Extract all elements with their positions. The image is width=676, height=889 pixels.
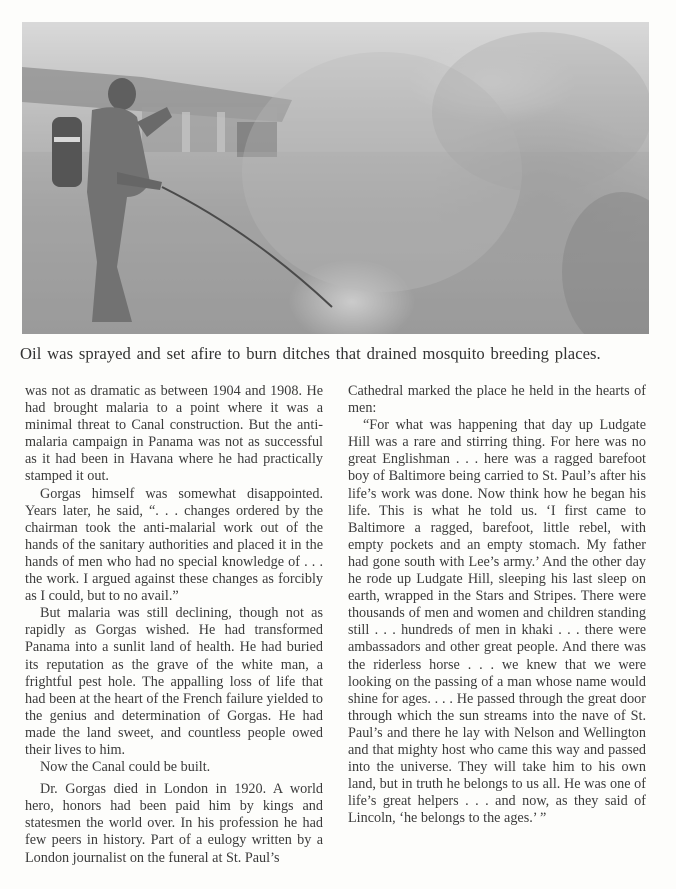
paragraph: Now the Canal could be built. bbox=[40, 759, 211, 776]
paragraph: Dr. Gorgas died in London in 1920. A world hero, honors had been paid him by kings and statesmen the world over. In his profession he had few peers in history. Part of a eulogy written by a London journalist on the funeral at St. Paul’s bbox=[25, 781, 323, 866]
photo-caption: Oil was sprayed and set afire to burn ditches that drained mosquito breeding places. bbox=[20, 344, 601, 363]
sprayer-tank bbox=[52, 117, 82, 187]
right-column bbox=[348, 383, 646, 827]
paragraph: was not as dramatic as between 1904 and 1908. He had brought malaria to a point where it was a minimal threat to Canal construction. But the anti-malaria campaign in Panama was not as successful as it had been in Havana where he had practically stamped it out. bbox=[25, 383, 323, 485]
photo-oil-spraying bbox=[22, 22, 649, 334]
paragraph: But malaria was still declining, though not as rapidly as Gorgas wished. He had transformed Panama into a sunlit land of health. He had buried its reputation as the grave of the white man, a frightful pest hole. The appalling loss of life that had been at the heart of the French failure yielded to the genius and determination of Gorgas. He had made the land sweet, and countless people owed their lives to him. bbox=[25, 605, 323, 758]
left-column bbox=[25, 383, 323, 867]
eulogy-quote: “For what was happening that day up Ludgate Hill was a rare and stirring thing. For here was no great Englishman . . . here was a ragged barefoot boy of Baltimore being carried to St. Paul’s after his life’s work was done. Now think how he began his life. This is what he told us. ‘I first came to Baltimore a ragged, barefoot, little rebel, with empty pockets and an empty stomach. My father had gone south with Lee’s army.’ And the other day he rode up Ludgate Hill, sleeping his last sleep on earth, wrapped in the Stars and Stripes. There were thousands of men and women and children standing still . . . hundreds of men in khaki . . . there were ambassadors and other great people. And there was the riderless horse . . . we knew that we were looking on the passing of a man whose name would shine for ages. . . . He passed through the great door through which the sun streams into the nave of St. Paul’s and there he lay with Nelson and Wellington and that mighty host who came this way and passed into the universe. They will take him to his own land, but in truth he belongs to us all. He was one of life’s great helpers . . . and now, as they said of Lincoln, ‘he belongs to the ages.’ ” bbox=[348, 417, 646, 827]
paragraph: Gorgas himself was somewhat disappointed. Years later, he said, “. . . changes ordered by the chairman took the anti-malarial work out of the hands of the sanitary authorities and placed it in the hands of men who had no special knowledge of . . . the work. I argued against these changes as forcibly as I could, but to no avail.” bbox=[25, 485, 323, 605]
paragraph: Cathedral marked the place he held in the hearts of men: bbox=[348, 383, 646, 417]
photo-illustration bbox=[22, 22, 649, 334]
